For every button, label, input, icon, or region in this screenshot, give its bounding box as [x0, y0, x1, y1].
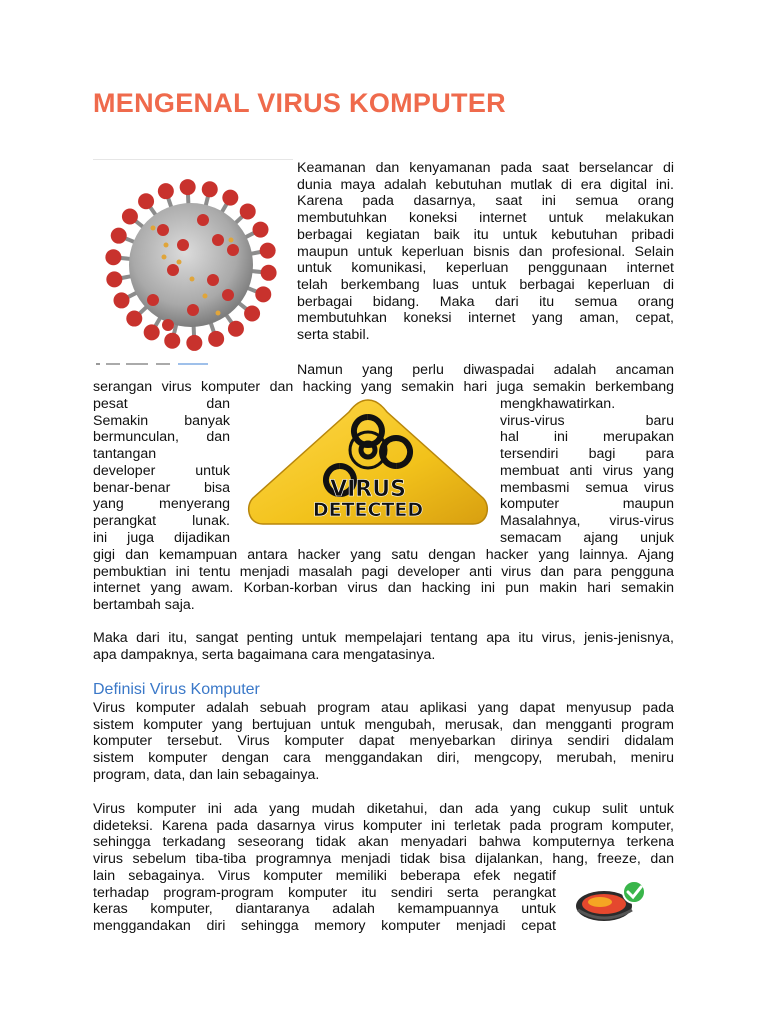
text-line: sistem komputer dengan cara menggandakan diri, mengcopy, merubah, meniru [93, 750, 674, 767]
text-line: terhadap program-program komputer itu sendiri serta perangkat [93, 884, 556, 901]
text-line: Virus komputer adalah sebuah program atau aplikasi yang dapat menyusup pada [93, 700, 674, 716]
text-line: program, data, dan lain sebagainya. [93, 766, 320, 783]
text-line: membasmi semua virus [500, 479, 674, 496]
text-line: untuk komunikasi, keperluan penggunaan internet [297, 260, 674, 277]
text-line: Virus komputer ini ada yang mudah diketahui, dan ada yang cukup sulit untuk [93, 801, 674, 817]
text-line: Maka dari itu, sangat penting untuk mempelajari tentang apa itu virus, jenis-jenisnya, [93, 630, 674, 646]
text-line: serangan virus komputer dan hacking yang semakin hari juga semakin berkembang [93, 379, 674, 395]
text-line: keras komputer, diantaranya adalah kemampuannya untuk [93, 901, 556, 918]
text-line: Semakin banyak [93, 412, 230, 429]
text-line: internet yang awam. Korban-korban virus dan hacking ini pun makin hari semakin [93, 580, 674, 597]
text-line: komputer maupun [500, 496, 674, 513]
text-line: bertambah saja. [93, 597, 195, 614]
text-line: sistem komputer yang bertujuan untuk mengubah, merusak, dan mengganti program [93, 716, 674, 733]
virus-detected-sign [243, 398, 493, 526]
text-line: menggandakan diri sehingga memory komputer menjadi cepat [93, 918, 556, 935]
text-line: semacam ajang unjuk [500, 529, 674, 546]
section-heading: Definisi Virus Komputer [93, 681, 260, 698]
text-line: mengkhawatirkan. [500, 396, 616, 412]
text-line: developer untuk [93, 462, 230, 479]
text-line: bermunculan, dan [93, 429, 230, 446]
text-line: sehingga terkadang seseorang tidak akan menyadari bahwa komputernya terkena [93, 834, 674, 851]
text-line: pesat dan [93, 396, 230, 412]
text-line: gigi dan kemampuan antara hacker yang satu dengan hacker yang lainnya. Ajang [93, 547, 674, 563]
text-line: virus-virus baru [500, 412, 674, 429]
text-line: virus sebelum tiba-tiba programnya menjadi tidak bisa dijalankan, hang, freeze, dan [93, 851, 674, 868]
text-line: dunia maya adalah kebutuhan mutlak di era digital ini. [297, 176, 674, 193]
text-line: Namun yang perlu diwaspadai adalah ancaman [297, 362, 674, 378]
text-line: Keamanan dan kenyamanan pada saat berselancar di [297, 160, 674, 176]
text-line: membutuhkan koneksi internet yang aman, cepat, [297, 310, 674, 327]
text-line: maupun untuk keperluan bisnis dan profesional. Selain [297, 243, 674, 260]
text-line: berbagai kegiatan baik itu untuk kebutuhan pribadi [297, 226, 674, 243]
text-line: tantangan [93, 446, 157, 463]
sign-text-virus: VIRUS [330, 477, 406, 502]
text-line: serta stabil. [297, 327, 370, 343]
text-line: perangkat lunak. [93, 512, 230, 529]
document-title: MENGENAL VIRUS KOMPUTER [93, 88, 506, 118]
text-line: telah berkembang luas untuk berbagai keperluan di [297, 276, 674, 293]
text-line: berbagai bidang. Maka dari itu semua orang [297, 293, 674, 310]
image-caption-artifact [96, 361, 236, 367]
text-line: Masalahnya, virus-virus [500, 512, 674, 529]
text-line: ini juga dijadikan [93, 529, 230, 546]
coronavirus-illustration [93, 170, 289, 360]
text-line: pembuktian ini tentu menjadi masalah pagi developer anti virus dan para pengguna [93, 563, 674, 580]
text-line: dideteksi. Karena pada dasarnya virus komputer ini terletak pada program komputer, [93, 817, 674, 834]
text-line: membuat anti virus yang [500, 462, 674, 479]
text-line: apa dampaknya, serta bagaimana cara mengatasinya. [93, 646, 436, 663]
text-line: Karena pada dasarnya, saat ini semua orang [297, 193, 674, 210]
text-line: benar-benar bisa [93, 479, 230, 496]
antivirus-shield-icon [574, 880, 658, 924]
text-line: lain sebagainya. Virus komputer memiliki beberapa efek negatif [93, 868, 556, 884]
text-line: yang menyerang [93, 496, 230, 513]
text-line: tersendiri bagi para [500, 446, 674, 463]
text-line: komputer tersebut. Virus komputer dapat menyebarkan dirinya sendiri didalam [93, 733, 674, 750]
divider [93, 159, 293, 160]
text-line: hal ini merupakan [500, 429, 674, 446]
sign-text-detected: DETECTED [312, 499, 424, 521]
text-line: membutuhkan koneksi internet untuk melakukan [297, 210, 674, 227]
